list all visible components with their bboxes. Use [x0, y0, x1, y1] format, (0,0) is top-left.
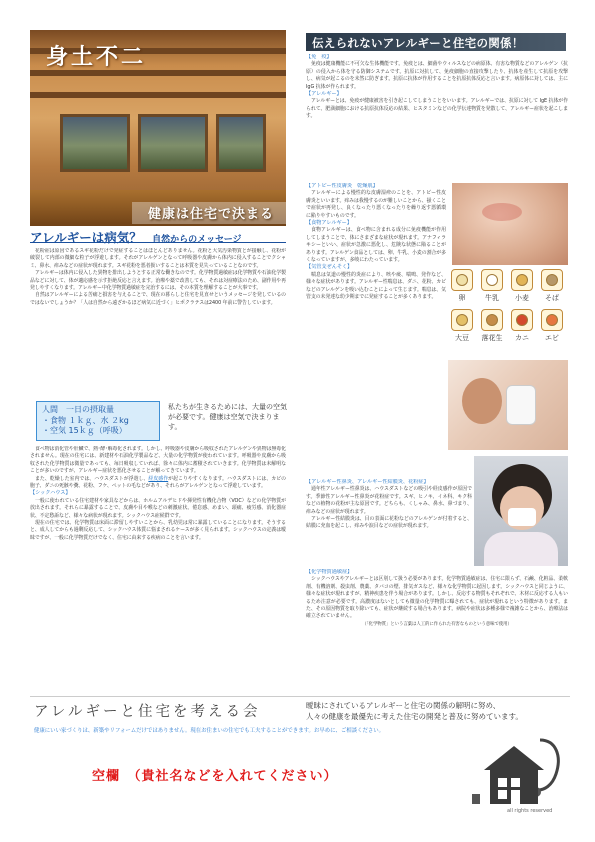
inhaler-photo	[448, 360, 568, 450]
paragraph: 通年性アレルギー性鼻炎は、ハウスダストなどの吸引や経皮感作が原因です。季節性アレルギー性鼻炎が花粉症です。スギ、ヒノキ、イネ科、キク科などの植物の花粉が主な原因です。どちらも、くしゃみ、鼻水、鼻づまり、痒みなどの症状が現れます。	[306, 486, 472, 515]
intake-title: 人間 一日の摂取量	[42, 405, 114, 414]
company-blank: 空欄 （貴社名などを入れてください）	[92, 769, 338, 784]
skin-photo	[452, 183, 568, 265]
intake-line: ・空気 15ｋｇ（呼吸）	[42, 426, 127, 435]
paragraph	[30, 476, 286, 491]
section-tag: 【化学物質過敏症】	[306, 569, 353, 575]
soybean-icon	[451, 309, 473, 331]
house-roof	[484, 746, 544, 770]
shrimp-icon	[541, 309, 563, 331]
paragraph: アレルギーとは、免疫が健康被害を引き起こしてしまうことをいいます。アレルギーでは、抗原に対して IgE 抗体が作られて、肥満細胞における抗原抗体反応の結果、ヒスタミンなどの化学伝達物質を発散して、アレルギー症状を起こします。	[306, 98, 568, 120]
paragraph: 食物アレルギーは、食べ物に含まれる成分に免疫機能が作用してしまうことで、体にさまざまな症状が現れます。アナフィラキシーといい、症状が急激に悪化し、危険な状態に陥ることがあります。アレルゲン食品としては、卵、牛乳、小麦の割合が多くなっていますが、多岐にわたっています。	[306, 227, 446, 264]
hero-caption: 健康は住宅で決まる	[147, 207, 274, 222]
paragraph: アレルギーは体内に侵入した異物を排出しようとする正常な働きなのです。化学物質過敏症は化学物質や石油化学製品などに対して、体が適応感を示す拒絶反応と言えます。治療や薬で改善しても、それは対症療法のため、副作用や再発しやすくなります。アレルギー中化学物質過敏症を完治するには、その本質を理解することが大事です。	[30, 270, 286, 292]
text: が起こりやすくなります。ハウスダストには、カビの胞子、ダニの死骸や糞、花粉、フケ、ペットの毛などがあり、それらがアレルゲンとなって浮遊しています。	[30, 475, 286, 490]
wheat-icon	[511, 269, 533, 291]
right-column-narrow	[306, 183, 446, 479]
footer-divider	[30, 696, 570, 697]
milk-icon	[481, 269, 503, 291]
allergen-label: 小麦	[515, 294, 529, 302]
paragraph: 自然はアレルギーによる苦痛と損害を与えることで、現在の暮らしと住宅を見直せというメッセージを発しているのではないでしょうか？「人は自然から遠ざかるほど病気に近づく」ヒポクラテスは2400 年前に警告しています。	[30, 292, 286, 306]
allergen-label: そば	[545, 294, 559, 302]
section-heading-allergy	[30, 228, 286, 246]
paragraph: 一般に使われている住宅建材や家具などからは、ホルムアルデヒドや揮発性有機化合物（VOC）などの化学物質が放出されます。それらに暴露することで、皮膚や目や喉などの刺激症状、倦怠感、めまい、頭痛、疲労感、消化器症状、不定愁訴など、様々な病状が現れます。シックハウス症候群です。	[30, 497, 286, 519]
house-stethoscope-logo	[470, 734, 570, 808]
heading-underline	[30, 242, 286, 243]
left-column-bottom	[30, 446, 286, 686]
section-tag: 【食物アレルギー】	[306, 220, 352, 227]
paragraph: 喘息は気道の慢性的炎症により、咳や痰、喘鳴、発作など、様々な症状があります。アレルギー性喘息は、ダニ、花粉、カビなどのアレルゲンを吸い込むことによって生じます。喘息は、気管支の未発達な幼少期までに発症することが多くあります。	[306, 271, 446, 301]
message-line: 人々の健康を最優先に考えた住宅の開発と普及に努めています。	[306, 712, 523, 721]
right-column-top	[306, 54, 568, 183]
paragraph: 食べ物は消化管や肝臓で、熱･酵･解毒化されます。しかし、呼吸器や皮膚から吸収されたアレルゲンや異物は無毒化されません。現在の住宅には、新建材や石油化学製品など、大量の化学物質が使われています。呼吸器や皮膚から吸収された化学物質は微量であっても、毎日吸収していれば、徐々に体内に蓄積されていきます。化学物質は未解明なことが多いのですが、アレルギー症状を悪化させることが解ってきています。	[30, 446, 286, 475]
child-photo	[474, 456, 568, 566]
right-column-narrow-2	[306, 479, 472, 568]
peanut-icon	[481, 309, 503, 331]
paragraph: 現在の住宅では、化学物質は床面に滞留しやすいことから、乳幼児は常に暴露していることになります。そうすると、成人してからも過剰反応して、シックハウス体質に悩まされるケースが多く見られます。シックハウスの定義は曖昧ですが、一般に化学物質だけでなく、住宅に由来する疾病のことを言います。	[30, 520, 286, 541]
hero-title: 身土不二	[46, 45, 147, 70]
paragraph: アレルギー性結膜炎は、目の表面に花粉などのアレルゲンが付着すると、結膜に充血を起こし、痒みや涙目などの症状が現れます。	[306, 516, 472, 530]
paragraph: 花粉症は原因であるスギ花粉だけで発症することはほとんどありません。花粉と大気汚染物質とが接触し、花粉が破裂して内部の微細な粒子が浮遊します。それがアレルゲンとなって呼吸器や皮膚から体内に侵入することでクシャミ、鼻水、痒みなどの症状が現れます。スギ花粉を悪者扱いすることは本質を見失っていることなのです。	[30, 248, 286, 269]
rights-text: all rights reserved	[507, 808, 553, 814]
right-title: 伝えられないアレルギーと住宅の関係！	[306, 33, 566, 51]
message-line: 曖昧にされているアレルギーと住宅の関係の解明に努め、	[306, 701, 501, 710]
intake-box	[36, 401, 160, 441]
section-tag: 【アトピー性皮膚炎 乾燥肌】	[306, 183, 378, 189]
footer-message	[306, 700, 523, 722]
soba-icon	[541, 269, 563, 291]
section-tag: 【シックハウス】	[30, 490, 71, 497]
paragraph: シックハウスやアレルギーとは区別して扱う必要があります。化学物質過敏症は、住宅に限らず、石鹸、化粧品、柔軟剤、有機溶剤、殺虫剤、農薬、タバコの煙、排気ガスなど、様々な化学物質に起因します。シックハウスと同じように、様々な症状が現れますが、精神疾患を伴う場合があります。しかし、反応する物質もそれぞれで、木材に反応する人もいるため注意が必要です。高濃度はないとしても微量の化学物質に曝されても、症状が現れるという特徴があります。また、その原因物質を取り除いても、症状が継続する場合もあります。病院や症状は多種多様で複雑なことから、治療法は確立されていません。	[306, 576, 568, 620]
egg-icon	[451, 269, 473, 291]
paragraph: 免疫は健康機能に不可欠な生体機能です。免疫とは、細菌やウィルスなどの病原体、有害な物質などのアレルゲン（抗原）の侵入から体を守る防御システムです。抗原に対抗して、免疫細胞の直接攻撃したり、抗体を産生して抗原を攻撃し、病気が起こるのを未然に防ぎます。抗原に抗体が作用することを抗原抗体反応と言います。病原体に対しては、主に IgG 抗体が作られます。	[306, 61, 568, 90]
allergen-label: カニ	[515, 334, 529, 342]
intake-line: ・食物 １ｋｇ、水 ２kg	[42, 415, 129, 425]
heading-main: アレルギーは病気？	[30, 230, 142, 245]
heading-sub: 自然からのメッセージ	[152, 235, 242, 245]
allergen-label: 卵	[458, 294, 466, 302]
section-tag: 【気管支ぜんそく】	[306, 264, 353, 271]
section-tag: 【アレルギー性鼻炎、アレルギー性結膜炎、花粉症】	[306, 479, 429, 485]
paragraph: アレルギーによる慢性的な皮膚湿疹のことを、アトピー性皮膚炎といいます。痒みは我慢するのが難しいことから、掻くことで症状が再発し、良くなったり悪くなったりを繰り返す悪循環に陥りやすいものです。	[306, 190, 446, 219]
footnote: （「化学物質」という言葉は人工的に作られた有害なものという意味で使用）	[362, 621, 512, 627]
section-tag: 【免 疫】	[306, 54, 332, 60]
allergen-label: 大豆	[455, 334, 469, 342]
text: また、乾燥した室内では、ハウスダストが浮遊し、	[35, 475, 149, 482]
hero-image	[30, 30, 286, 226]
crab-icon	[511, 309, 533, 331]
allergen-label: 落花生	[481, 334, 503, 342]
allergen-label: 牛乳	[485, 294, 499, 302]
term-link: 経皮感作	[148, 475, 169, 482]
left-column-top	[30, 248, 286, 400]
section-tag: 【アレルギー】	[306, 91, 342, 98]
right-column-bottom	[306, 569, 568, 693]
footer-title: アレルギーと住宅を考える会	[34, 704, 261, 720]
allergen-label: エビ	[545, 334, 559, 342]
footer-note: 健康にいい家づくりは、新築やリフォームだけではありません。現在お住まいの住宅でも工夫することができます。お早めに、ご相談ください。	[34, 728, 385, 734]
stethoscope-icon	[538, 740, 558, 790]
intake-note: 私たちが生きるためには、大量の空気が必要です。健康は空気で決まります。	[168, 403, 287, 431]
